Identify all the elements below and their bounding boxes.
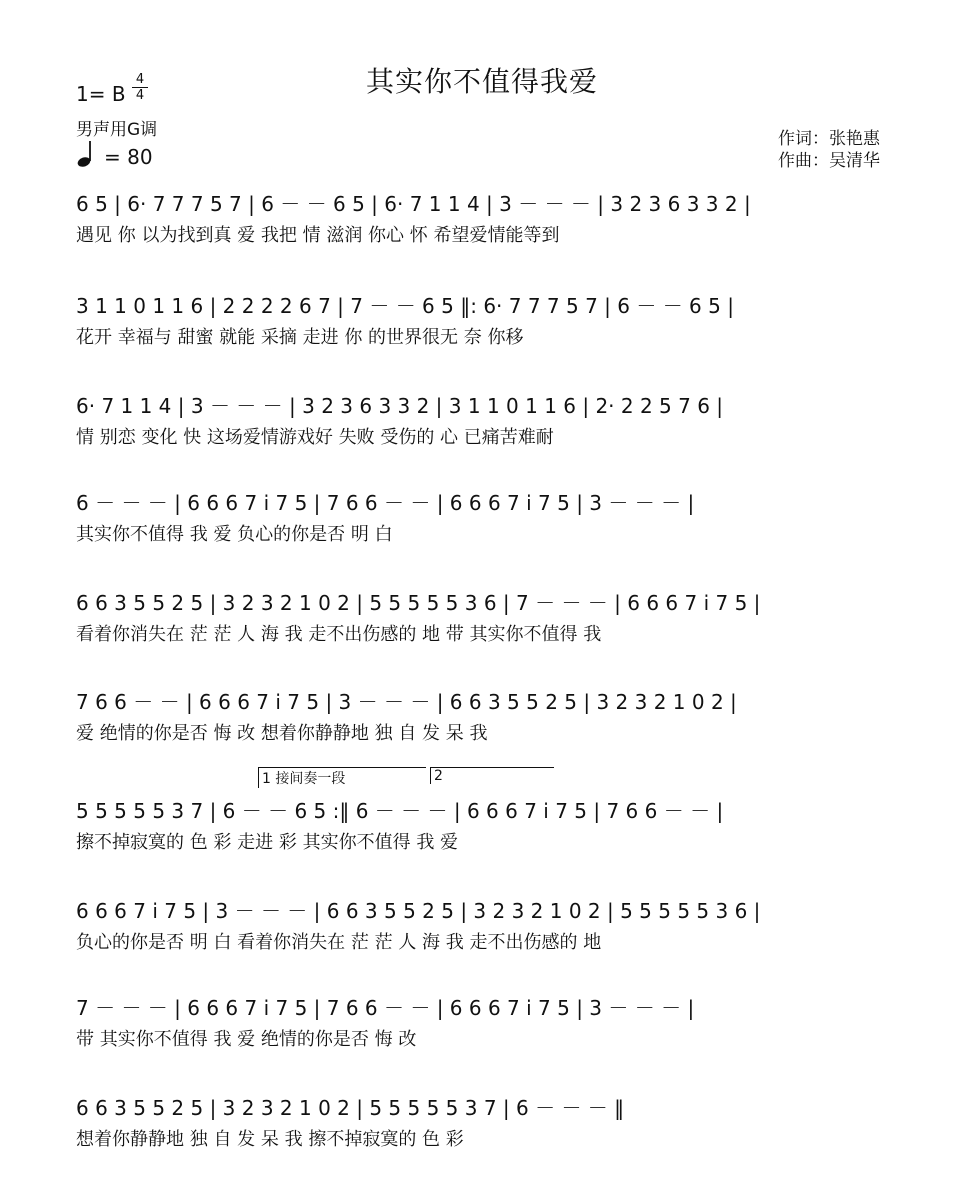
beam-lines bbox=[0, 314, 964, 354]
beam-lines bbox=[0, 414, 964, 454]
beam-lines bbox=[0, 1116, 964, 1156]
beam-lines bbox=[0, 611, 964, 651]
beam-lines bbox=[0, 919, 964, 959]
lyrics-row: 带 其实你不值得 我 爱 绝情的你是否 悔 改 bbox=[76, 1029, 417, 1050]
lyrics-row: 其实你不值得 我 爱 负心的你是否 明 白 bbox=[76, 524, 393, 545]
lyrics-row: 看着你消失在 茫 茫 人 海 我 走不出伤感的 地 带 其实你不值得 我 bbox=[76, 624, 602, 645]
male-voice-key: 男声用G调 bbox=[76, 120, 158, 140]
lyrics-row: 负心的你是否 明 白 看着你消失在 茫 茫 人 海 我 走不出伤感的 地 bbox=[76, 932, 602, 953]
notation-row: 6 6 3 5 5 2 5 | 3 2 3 2 1 0 2 | 5 5 5 5 5 3 7 | 6 － － － ‖ bbox=[76, 1096, 625, 1120]
beam-lines bbox=[0, 710, 964, 750]
lyrics-row: 爱 绝情的你是否 悔 改 想着你静静地 独 自 发 呆 我 bbox=[76, 723, 488, 744]
quarter-note-icon bbox=[76, 140, 98, 168]
time-signature-bottom: 4 bbox=[135, 88, 145, 103]
lyrics-row: 想着你静静地 独 自 发 呆 我 擦不掉寂寞的 色 彩 bbox=[76, 1129, 464, 1150]
beam-lines bbox=[0, 819, 964, 859]
key-signature: 1= B bbox=[76, 82, 126, 106]
composer-credit: 作曲：吴清华 bbox=[778, 151, 880, 171]
lyrics-row: 花开 幸福与 甜蜜 就能 采摘 走进 你 的世界很无 奈 你移 bbox=[76, 327, 524, 348]
song-title: 其实你不值得我爱 bbox=[365, 65, 598, 98]
notation-row: 7 － － － | 6 6 6 7 i 7 5 | 7 6 6 － － | 6 6 6 7 i 7 5 | 3 － － － | bbox=[76, 996, 695, 1020]
beam-lines bbox=[0, 212, 964, 252]
notation-row: 7 6 6 － － | 6 6 6 7 i 7 5 | 3 － － － | 6 6 3 5 5 2 5 | 3 2 3 2 1 0 2 | bbox=[76, 690, 737, 714]
volta-first-ending: 1 接间奏一段 bbox=[258, 767, 426, 788]
beam-lines bbox=[0, 1016, 964, 1056]
lyrics-row: 情 别恋 变化 快 这场爱情游戏好 失败 受伤的 心 已痛苦难耐 bbox=[76, 427, 554, 448]
volta-second-ending: 2 bbox=[430, 767, 554, 784]
notation-row: 6 5 | 6· 7 7 7 5 7 | 6 － － 6 5 | 6· 7 1 1 4 | 3 － － － | 3 2 3 6 3 3 2 | bbox=[76, 192, 751, 216]
tempo-marking: = 80 bbox=[104, 145, 153, 169]
time-signature bbox=[132, 73, 148, 102]
notation-row: 6 6 6 7 i 7 5 | 3 － － － | 6 6 3 5 5 2 5 | 3 2 3 2 1 0 2 | 5 5 5 5 5 3 6 | bbox=[76, 899, 761, 923]
beam-lines bbox=[0, 511, 964, 551]
notation-row: 3 1 1 0 1 1 6 | 2 2 2 2 6 7 | 7 － － 6 5 ‖: 6· 7 7 7 5 7 | 6 － － 6 5 | bbox=[76, 294, 734, 318]
lyrics-row: 擦不掉寂寞的 色 彩 走进 彩 其实你不值得 我 爱 bbox=[76, 832, 459, 853]
time-signature-top: 4 bbox=[135, 72, 145, 87]
notation-row: 6 － － － | 6 6 6 7 i 7 5 | 7 6 6 － － | 6 6 6 7 i 7 5 | 3 － － － | bbox=[76, 491, 695, 515]
lyricist-credit: 作词：张艳惠 bbox=[778, 129, 880, 149]
notation-row: 5 5 5 5 5 3 7 | 6 － － 6 5 :‖ 6 － － － | 6 6 6 7 i 7 5 | 7 6 6 － － | bbox=[76, 799, 724, 823]
lyrics-row: 遇见 你 以为找到真 爱 我把 情 滋润 你心 怀 希望爱情能等到 bbox=[76, 225, 560, 246]
notation-row: 6· 7 1 1 4 | 3 － － － | 3 2 3 6 3 3 2 | 3 1 1 0 1 1 6 | 2· 2 2 5 7 6 | bbox=[76, 394, 724, 418]
notation-row: 6 6 3 5 5 2 5 | 3 2 3 2 1 0 2 | 5 5 5 5 5 3 6 | 7 － － － | 6 6 6 7 i 7 5 | bbox=[76, 591, 761, 615]
